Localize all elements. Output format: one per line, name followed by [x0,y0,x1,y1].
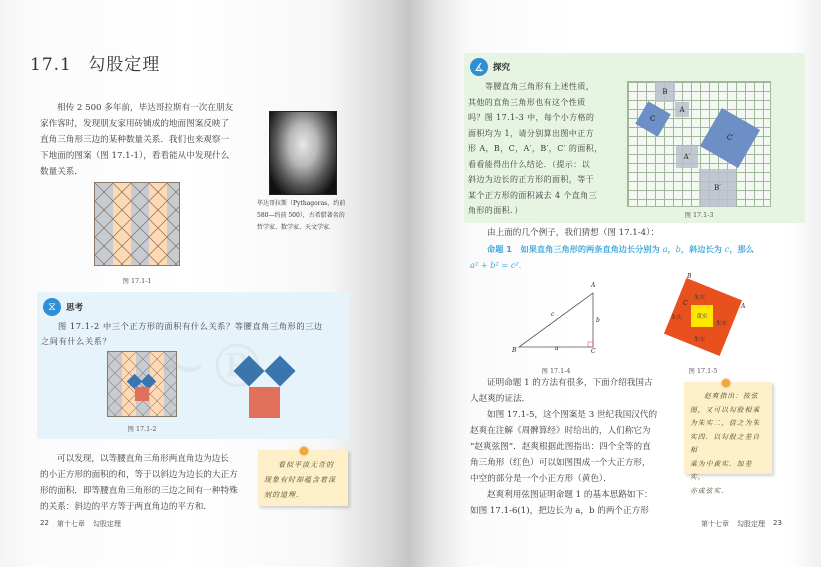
thinking-person-icon: ⧖ [43,298,61,316]
figure-5-caption: 图 17.1-5 [688,367,718,375]
intro-paragraph [40,100,245,180]
figure-3-caption: 图 17.1-3 [684,211,714,219]
right-page-footer [701,519,782,529]
sticky-note-left [258,450,348,506]
body-line [470,407,686,423]
intro-line [40,100,245,116]
red-label-right: 朱实 [716,321,728,327]
note-line: 现象有时却蕴含着深 [264,476,336,484]
side-b: b [596,317,600,324]
compass-icon: ∡ [470,58,488,76]
explore-box [464,53,805,223]
body-line: 赵爽在注解《周髀算经》时给出的，人们称它为 [470,426,651,436]
explore-line: 形 A，B，C，A′，B′，C′ 的面积， [468,144,603,153]
explore-line: 斜边为边长的正方形的面积，等于 [468,175,594,184]
explore-line: 角形的面积．） [468,206,523,215]
var-c: c [724,244,730,254]
section-number: 17.1 [30,55,72,75]
portrait-caption-line: 哲学家、数学家、天文学家． [257,224,336,231]
var-b: b [675,244,681,254]
explore-line-text: 等腰直角三角形有上述性质， [485,82,595,91]
square-grid-figure [627,81,771,207]
explore-text [468,79,620,219]
body-line-text: 赵爽利用弦图证明命题 1 的基本思路如下： [487,490,653,500]
pythagorean-formula: a² + b² = c²． [470,260,527,270]
square-a: A [675,102,689,117]
explore-line: 某个正方形的面积减去 4 个直角三 [468,190,597,200]
pythagoras-portrait [269,111,337,195]
proposition-end: ，那么 [729,244,754,254]
square-c-prime [700,108,760,168]
right-triangle-figure [511,282,601,355]
floor-tile-figure [94,182,180,266]
proof-intro-paragraph [470,375,686,519]
leg-square-right [264,355,295,386]
sticky-note-right [684,382,772,495]
note-line: 赵爽指出：按弦 [704,392,759,400]
intro-line-text: 相传 2 500 多年前，毕达哥拉斯有一次在朋友 [57,103,234,113]
intro-line: 直角三角形三边的某种数量关系．我们也来观察一 [40,135,230,145]
chapter-title: 勾股定理 [737,520,765,528]
red-label-top: 朱实 [694,295,706,301]
guess-line: 由上面的几个例子，我们猜想（图 17.1-4）： [487,228,660,238]
right-page [411,0,821,567]
portrait-caption-line: 580—约前 500），古希腊著名的 [257,212,345,219]
chapter-label: 第十七章 [701,520,729,528]
intro-line: 数量关系． [40,167,83,177]
think-box [37,292,349,439]
figure-4-caption: 图 17.1-4 [541,367,571,375]
proposition-1 [470,241,815,273]
proposition-label: 命题 1 [487,244,512,254]
square-c-label: C [650,114,656,123]
explore-line [468,79,620,95]
body-line: 中空的部分是一个小正方形（黄色）． [470,474,612,484]
yellow-label: 黄实 [696,314,708,320]
separator: ， [667,244,676,254]
page-number: 22 [40,519,49,527]
side-c: c [551,311,555,318]
explore-line: 其他的直角三角形也有这个性质 [468,97,586,107]
explore-line: 看看能得出什么结论．（提示：以 [468,159,590,169]
note-line: 实四．以勾股之差自相 [690,432,761,454]
square-c [635,101,671,137]
conclusion-paragraph [40,451,248,515]
zhao-vertex-c: C [683,300,688,307]
chapter-title: 勾股定理 [92,520,121,528]
vertex-c: C [591,348,596,355]
body-line-text: 证明命题 1 的方法有很多，下面介绍我国古 [487,378,653,388]
conclusion-line: 的小正方形的面积的和，等于以斜边为边长的大正方 [40,470,238,480]
square-a-prime: A′ [676,146,698,168]
explore-box-header [470,58,510,76]
portrait-caption [257,198,357,234]
conclusion-line: 形的面积．即等腰直角三角形的三边之间有一种特殊 [40,486,238,496]
note-line: 亦成弦实． [690,486,729,495]
zhao-shuang-diagram [661,275,745,359]
left-page-footer [40,519,121,529]
chapter-label: 第十七章 [56,520,85,528]
note-line: 刻的道理． [264,491,304,499]
vertex-b: B [512,347,517,354]
red-label-left: 朱实 [671,315,683,321]
vertex-a: A [591,282,596,289]
zhao-vertex-a: A [741,303,746,310]
think-question-text: 图 17.1-2 中三个正方形的面积有什么关系？等腰直角三角形的三边 [58,321,323,331]
note-line: 乘为中黄实．加差实， [690,459,753,481]
zhao-vertex-b: B [687,273,692,280]
side-a: a [555,345,559,352]
pushpin-icon [300,447,308,455]
page-number: 23 [773,519,782,527]
inner-yellow-square [691,305,713,327]
body-line: 角三角形（红色）可以如图围成一个大正方形， [470,458,651,468]
conclusion-line [40,451,248,467]
square-b-prime: B′ [699,169,736,207]
red-label-bottom: 朱实 [694,337,706,343]
note-line: 图，又可以勾股相乘 [690,405,761,414]
square-b: B [655,82,675,102]
figure-1-caption: 图 17.1-1 [122,277,152,285]
portrait-caption-line: 毕达哥拉斯（Pythagoras，约前 [257,200,346,207]
conclusion-line: 的关系：斜边的平方等于两直角边的平方和． [40,502,212,512]
var-a: a [662,244,668,254]
section-title [30,50,160,75]
note-line: 看似平淡无奇的 [278,461,334,469]
proposition-text: 如果直角三角形的两条直角边长分别为 [520,244,660,254]
think-box-heading: 思考 [66,303,84,313]
section-heading: 勾股定理 [88,55,161,75]
body-line: “赵爽弦图”．赵爽根据此图指出：四个全等的直 [470,442,651,452]
conclusion-line-text: 可以发现，以等腰直角三角形两直角边为边长 [57,454,229,464]
explore-line: 面积均为 1，请分别算出图中正方 [468,128,595,138]
body-line [470,487,686,503]
square-c-prime-label: C′ [726,133,734,142]
proposition-mid: ，斜边长为 [680,244,722,254]
intro-line: 家作客时，发现朋友家用砖铺成的地面图案反映了 [40,119,230,129]
body-line-text: 如图 17.1-5，这个图案是 3 世纪我国汉代的 [487,410,658,420]
note-line: 为朱实二，倍之为朱 [690,419,761,427]
explore-line: 吗？图 17.1-3 中，每个小方格的 [468,113,595,122]
pushpin-icon [722,379,730,387]
intro-line: 下地面的图案（图 17.1-1），看看能从中发现什么 [40,151,230,161]
body-line: 如图 17.1-6(1)，把边长为 a，b 的两个正方形 [470,506,649,516]
figure-2-caption: 图 17.1-2 [127,425,157,433]
large-square [135,387,149,401]
think-box-header [43,298,83,316]
watermark: ~® [157,332,268,402]
body-line [470,375,686,391]
think-question-line: 之间有什么关系？ [41,336,112,346]
explore-box-heading: 探究 [493,63,511,73]
body-line: 人赵爽的证法． [470,394,531,404]
